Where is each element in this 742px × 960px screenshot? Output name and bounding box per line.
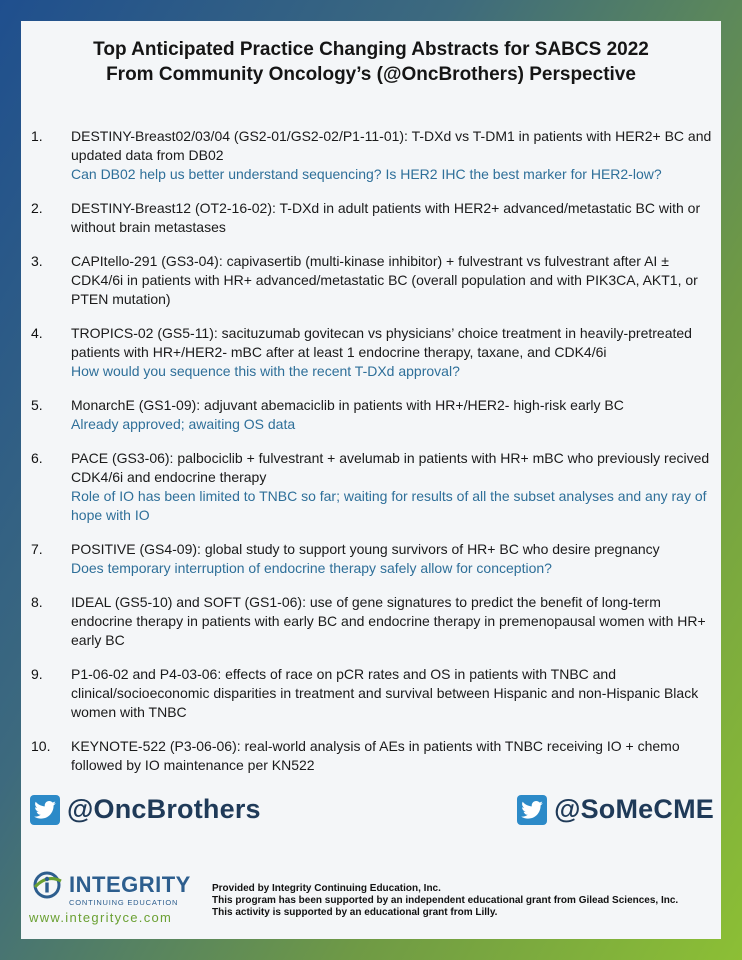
item-note: Does temporary interruption of endocrine therapy safely allow for conception? xyxy=(71,560,552,576)
twitter-bird-icon xyxy=(30,795,60,825)
list-item xyxy=(31,737,715,775)
list-item xyxy=(31,449,715,525)
item-number: 1. xyxy=(31,128,43,144)
list-item xyxy=(31,199,715,237)
item-body xyxy=(71,127,715,184)
item-number: 5. xyxy=(31,397,43,413)
list-item xyxy=(31,324,715,381)
list-item xyxy=(31,593,715,650)
item-text: KEYNOTE-522 (P3-06-06): real-world analysis of AEs in patients with TNBC receiving IO + chemo followed by IO maintenance per KN522 xyxy=(71,738,680,773)
item-note: Already approved; awaiting OS data xyxy=(71,416,296,432)
list-item xyxy=(31,540,715,578)
item-note: Can DB02 help us better understand sequencing? Is HER2 IHC the best marker for HER2-low? xyxy=(71,166,662,182)
item-number: 2. xyxy=(31,200,43,216)
item-text: TROPICS-02 (GS5-11): sacituzumab govitecan vs physicians’ choice treatment in heavily-pretreated patients with HR+/HER2- mBC after at least 1 endocrine therapy, taxane, and CDK4/6i xyxy=(71,325,692,360)
list-item xyxy=(31,127,715,184)
item-text: MonarchE (GS1-09): adjuvant abemaciclib in patients with HR+/HER2- high-risk early BC xyxy=(71,397,624,413)
footer-line-1: Provided by Integrity Continuing Education, Inc. xyxy=(212,883,441,894)
footer-line-3: This activity is supported by an educational grant from Lilly. xyxy=(212,907,498,918)
logo-subtitle: CONTINUING EDUCATION xyxy=(69,898,179,907)
footer-line-2: This program has been supported by an independent educational grant from Gilead Sciences, Inc. xyxy=(212,895,679,906)
item-text: P1-06-02 and P4-03-06: effects of race on pCR rates and OS in patients with TNBC and clinical/socioeconomic disparities in treatment and survival between Hispanic and non-Hispanic Black women with TNBC xyxy=(71,666,699,720)
footer-credits xyxy=(212,883,717,919)
infographic-card xyxy=(21,21,721,939)
item-number: 4. xyxy=(31,325,43,341)
twitter-bird-icon xyxy=(517,795,547,825)
social-handle-somecme[interactable] xyxy=(517,794,714,825)
list-item xyxy=(31,252,715,309)
item-body xyxy=(71,449,715,525)
item-body xyxy=(71,665,715,722)
item-note: Role of IO has been limited to TNBC so far; waiting for results of all the subset analyses and any ray of hope with IO xyxy=(71,488,707,523)
item-body xyxy=(71,540,715,578)
item-text: DESTINY-Breast02/03/04 (GS2-01/GS2-02/P1-11-01): T-DXd vs T-DM1 in patients with HER2+ BC and updated data from DB02 xyxy=(71,128,712,163)
item-text: PACE (GS3-06): palbociclib + fulvestrant + avelumab in patients with HR+ mBC who previously recived CDK4/6i and endocrine therapy xyxy=(71,450,710,485)
list-item xyxy=(31,665,715,722)
item-note: How would you sequence this with the recent T-DXd approval? xyxy=(71,363,460,379)
handle-text: @SoMeCME xyxy=(554,794,714,824)
item-body xyxy=(71,324,715,381)
logo-name: INTEGRITY xyxy=(69,872,191,897)
item-number: 8. xyxy=(31,594,43,610)
item-number: 6. xyxy=(31,450,43,466)
handle-text: @OncBrothers xyxy=(67,794,261,824)
item-number: 3. xyxy=(31,253,43,269)
item-text: POSITIVE (GS4-09): global study to support young survivors of HR+ BC who desire pregnancy xyxy=(71,541,660,557)
abstract-list xyxy=(31,127,715,790)
item-body xyxy=(71,593,715,650)
item-body xyxy=(71,199,715,237)
logo-url[interactable]: www.integrityce.com xyxy=(29,910,173,925)
item-body xyxy=(71,737,715,775)
item-body xyxy=(71,396,715,434)
integrity-logo[interactable] xyxy=(29,870,204,925)
title-line-2: From Community Oncology’s (@OncBrothers) Perspective xyxy=(106,64,636,85)
item-text: DESTINY-Breast12 (OT2-16-02): T-DXd in adult patients with HER2+ advanced/metastatic BC with or without brain metastases xyxy=(71,200,701,235)
item-number: 10. xyxy=(31,738,51,754)
item-number: 9. xyxy=(31,666,43,682)
integrity-logo-icon xyxy=(29,870,65,900)
page-title xyxy=(21,37,721,87)
list-item xyxy=(31,396,715,434)
item-number: 7. xyxy=(31,541,43,557)
item-text: IDEAL (GS5-10) and SOFT (GS1-06): use of gene signatures to predict the benefit of long-term endocrine therapy in patients with early BC and endocrine therapy in premenopausal women with HR+ early BC xyxy=(71,594,706,648)
item-text: CAPItello-291 (GS3-04): capivasertib (multi-kinase inhibitor) + fulvestrant vs fulvestrant after AI ± CDK4/6i in patients with HR+ advanced/metastatic BC (overall population and with PIK3CA, AKT1, or PTEN mutation) xyxy=(71,253,698,307)
item-body xyxy=(71,252,715,309)
title-line-1: Top Anticipated Practice Changing Abstracts for SABCS 2022 xyxy=(93,39,649,60)
social-handle-oncbrothers[interactable] xyxy=(30,794,261,825)
